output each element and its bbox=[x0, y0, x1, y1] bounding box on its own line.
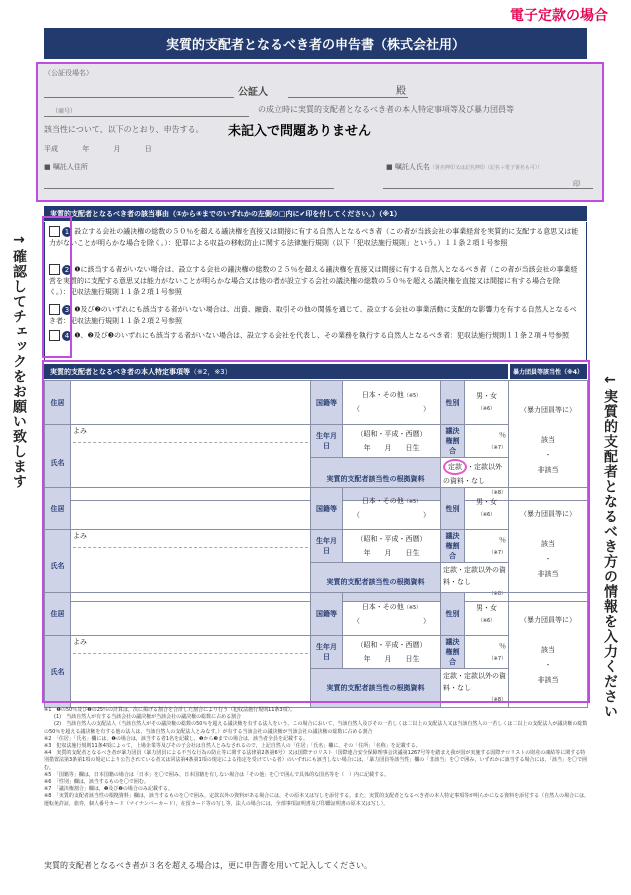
footnote-2: (1) 当該自然人が有する当該会社の議決権が当該会社の議決権の総数に占める割合 bbox=[44, 714, 242, 721]
seibetsu-field[interactable]: 男・女 （※6） bbox=[465, 381, 509, 425]
boryoku-field[interactable]: （暴力団員等に） 該当 ・ 非該当 bbox=[509, 381, 588, 501]
seal-mark: 印 bbox=[573, 180, 580, 188]
no-entry-note: 未記入で問題ありません bbox=[228, 124, 372, 139]
footnote-1: ※1 ❶の50％及び❷の25％の計算は，次に掲げる割合を合計した割合により行う（犯収法施行規則11条3項）。 bbox=[44, 707, 296, 713]
birth-label: 生年月日 bbox=[311, 425, 343, 458]
criterion-number-3: 3 bbox=[62, 305, 72, 315]
applicant-header-block bbox=[36, 62, 604, 202]
date-era: 平成 bbox=[44, 145, 58, 153]
footnote-7: ※5 「国籍等」欄は，日本国籍の場合は「日本」を〇で囲み，日本国籍を有しない場合は「その他」を〇で囲んで具体的な国名等を（ ）内に記載する。 bbox=[44, 771, 390, 778]
kokuseki-field[interactable]: 日本・その他（※5） （ ） bbox=[343, 381, 441, 425]
criterion-number-1: 1 bbox=[62, 227, 72, 237]
giketsu-field[interactable]: ％ （※7） bbox=[465, 530, 509, 563]
footnote-6: ※4 実質的支配者となるべき者が暴力団員（暴力団員による不当な行為の防止等に関する法律第2条第6号）又は国際テロリスト（国際連合安全保障理事会決議第1267号等を踏まえ我が国が実施する国際テロリストの財産の凍結等に関する特別措置法第3条第1項の規定により公告されている者又は同法第4条第1項の規定による指定を受けている者）のいずれにも該当しない場合には，「暴力団員等該当性」欄の「非該当」を〇で囲み，いずれかに該当する場合には，「該当」を〇で囲む。 bbox=[44, 750, 588, 771]
konkyo-label: 実質的支配者該当性の根拠資料 bbox=[311, 458, 441, 501]
yomi-label: よみ bbox=[73, 427, 87, 435]
criterion-4[interactable] bbox=[49, 330, 579, 342]
corner-label: 電子定款の場合 bbox=[510, 8, 608, 24]
birth-field[interactable]: （昭和・平成・西暦） 年 月 日生 bbox=[343, 425, 441, 458]
company-label: （商号） bbox=[52, 108, 77, 115]
section2-header: 実質的支配者となるべき者の本人特定事項等（※2，※3） bbox=[44, 364, 508, 379]
footnote-5: ※3 犯収法施行規則11条4項によって，上場企業等及びその子会社は自然人とみなされるので，上記自然人の「住居」「氏名」欄に，その「住所」「名称」を記載する。 bbox=[44, 743, 421, 750]
konkyo-field[interactable]: 定款・定款以外の資料・なし （※8） bbox=[441, 669, 509, 708]
notary-office-label: （公証役場名） bbox=[44, 69, 93, 77]
shimei-label: 氏名 bbox=[45, 636, 71, 708]
footnote-9: ※7 「議決権割合」欄は，❶及び❷の場合のみ記載する。 bbox=[44, 786, 173, 793]
criterion-number-4: 4 bbox=[62, 331, 72, 341]
notary-label: 公証人 bbox=[238, 87, 268, 98]
konkyo-field[interactable]: 定款 ・定款以外の資料・なし （※8） bbox=[441, 458, 509, 501]
section1-items bbox=[44, 222, 587, 362]
criterion-number-2: 2 bbox=[62, 265, 72, 275]
kokuseki-field[interactable]: 日本・その他（※5） （ ） bbox=[343, 488, 441, 530]
giketsu-label: 議決権割合 bbox=[441, 530, 465, 563]
konkyo-label: 実質的支配者該当性の根拠資料 bbox=[311, 563, 441, 602]
footnote-4: ※2 「住居」「氏名」欄には，❶の場合は，該当する者1名を記載し，❶から❸までの場合は，該当者全員を記載する。 bbox=[44, 735, 309, 742]
boryoku-header: 暴力団員等該当性（※4） bbox=[510, 364, 587, 379]
date-month: 月 bbox=[113, 145, 121, 153]
dono-label: 殿 bbox=[396, 86, 406, 97]
birth-field[interactable]: （昭和・平成・西暦） 年 月 日生 bbox=[343, 636, 441, 669]
date-year: 年 bbox=[82, 145, 90, 153]
bottom-note: 実質的支配者となるべき者が３名を超える場合は，更に申告書を用いて記入してください。 bbox=[44, 861, 372, 870]
konkyo-label: 実質的支配者該当性の根拠資料 bbox=[311, 669, 441, 708]
boryoku-field[interactable]: （暴力団員等に） 該当 ・ 非該当 bbox=[509, 488, 588, 602]
criterion-text-4: ❶、❷及び❸のいずれにも該当する者がいない場合は、設立する会社を代表し、その業務を執行する自然人となるべき者：犯収法施行規則１１条２項４号参照 bbox=[74, 331, 570, 340]
criterion-text-2: ❶に該当する者がいない場合は、設立する会社の議決権の総数の２５％を超える議決権を直接又は間接に有する自然人となるべき者（この者が当該会社の事業経営を実質的に支配する意思又は能力がないことが明らかな場合又は他の者が設立する会社の議決権の総数の５０％を超える議決権を直接又は間接に有する場合を除く。）：犯収法施行規則１１条２項１号参照 bbox=[49, 265, 578, 296]
seibetsu-label: 性別 bbox=[441, 381, 465, 425]
declaration-line1: の成立時に実質的支配者となるべき者の本人特定事項等及び暴力団員等 bbox=[258, 105, 514, 114]
birth-label: 生年月日 bbox=[311, 530, 343, 563]
seibetsu-field[interactable]: 男・女 （※6） bbox=[465, 488, 509, 530]
kokuseki-label: 国籍等 bbox=[311, 381, 343, 425]
footnote-10: ※8 「実質的支配者該当性の根拠資料」欄は，該当するものを〇で囲み，定款以外の資料がある場合には，その原本又は写しを添付する。また，実質的支配者となるべき者の本人特定事項等が明らかになる資料を添付する（自然人の場合には，運転免許証，旅券，個人番号カード（マイナンバーカード），在留カード等の写し等，法人の場合には，全部事項証明書及び印鑑証明書の原本又は写し）。 bbox=[44, 793, 590, 807]
right-annotation: ←実質的支配者となるべき方の情報を入力ください bbox=[602, 372, 618, 719]
section1-header: 実質的支配者となるべき者の該当事由（①から④までのいずれかの左側の□内に✔印を付してください。）（※1） bbox=[44, 206, 587, 221]
kokuseki-label: 国籍等 bbox=[311, 593, 343, 636]
jusho-label: 住居 bbox=[45, 488, 71, 530]
criterion-text-1: 設立する会社の議決権の総数の５０％を超える議決権を直接又は間接に有する自然人となるべき者（この者が当該会社の事業経営を実質的に支配する意思又は能力がないことが明らかな場合を除く。）：犯罪による収益の移転防止に関する法律施行規則（以下「犯収法施行規則」という。）１１条２項１号参照 bbox=[49, 227, 579, 247]
teikan-option[interactable]: 定款 bbox=[443, 459, 467, 475]
criterion-3[interactable] bbox=[49, 304, 579, 327]
giketsu-field[interactable]: ％ （※7） bbox=[465, 636, 509, 669]
konkyo-field[interactable]: 定款・定款以外の資料・なし （※8） bbox=[441, 563, 509, 602]
birth-field[interactable]: （昭和・平成・西暦） 年 月 日生 bbox=[343, 530, 441, 563]
boryoku-field[interactable]: （暴力団員等に） 該当 ・ 非該当 bbox=[509, 593, 588, 708]
giketsu-label: 議決権割合 bbox=[441, 636, 465, 669]
page-title: 実質的支配者となるべき者の申告書（株式会社用） bbox=[44, 28, 587, 59]
giketsu-label: 議決権割合 bbox=[441, 425, 465, 458]
yomi-label: よみ bbox=[73, 532, 87, 540]
seibetsu-field[interactable]: 男・女 （※6） bbox=[465, 593, 509, 636]
footnote-8: ※6 「性別」欄は，該当するものを〇で囲む。 bbox=[44, 779, 149, 786]
criterion-2[interactable] bbox=[49, 264, 579, 298]
declaration-line2: 該当性について、以下のとおり、申告する。 bbox=[44, 125, 204, 134]
date-line bbox=[44, 144, 152, 154]
applicant-name-label: ■ 嘱託人氏名（署名押印又は記名押印（記名＋電子署名も可）） bbox=[386, 163, 543, 171]
applicant-address-label: ■ 嘱託人住所 bbox=[44, 163, 88, 171]
criterion-text-3: ❶及び❷のいずれにも該当する者がいない場合は、出資、融資、取引その他の関係を通じて、設立する会社の事業活動に支配的な影響力を有する自然人となるべき者：犯収法施行規則１１条２項２号参照 bbox=[49, 305, 577, 325]
birth-label: 生年月日 bbox=[311, 636, 343, 669]
criterion-1[interactable] bbox=[49, 226, 579, 249]
kokuseki-field[interactable]: 日本・その他（※5） （ ） bbox=[343, 593, 441, 636]
seibetsu-label: 性別 bbox=[441, 488, 465, 530]
left-annotation: →確認してチェックをお願い致します bbox=[11, 232, 27, 489]
jusho-label: 住居 bbox=[45, 593, 71, 636]
footnotes bbox=[44, 707, 590, 808]
person-section-highlight bbox=[42, 360, 590, 703]
checkbox-highlight bbox=[42, 216, 72, 358]
seibetsu-label: 性別 bbox=[441, 593, 465, 636]
shimei-label: 氏名 bbox=[45, 425, 71, 501]
kokuseki-label: 国籍等 bbox=[311, 488, 343, 530]
footnote-3: (2) 当該自然人の支配法人（当該自然人がその議決権の総数の50％を超える議決権を有する法人をいう。この場合において，当該自然人及びその一若しくは二以上の支配法人又は当該自然人の一若しくは二以上の支配法人が議決権の総数の50％を超える議決権を有する他の法人は，当該自然人の支配法人とみなす。）が有する当該会社の議決権が当該会社の議決権の総数に占める割合 bbox=[44, 721, 588, 735]
yomi-label: よみ bbox=[73, 638, 87, 646]
shimei-label: 氏名 bbox=[45, 530, 71, 602]
date-day: 日 bbox=[144, 145, 152, 153]
jusho-label: 住居 bbox=[45, 381, 71, 425]
giketsu-field[interactable]: ％ （※7） bbox=[465, 425, 509, 458]
